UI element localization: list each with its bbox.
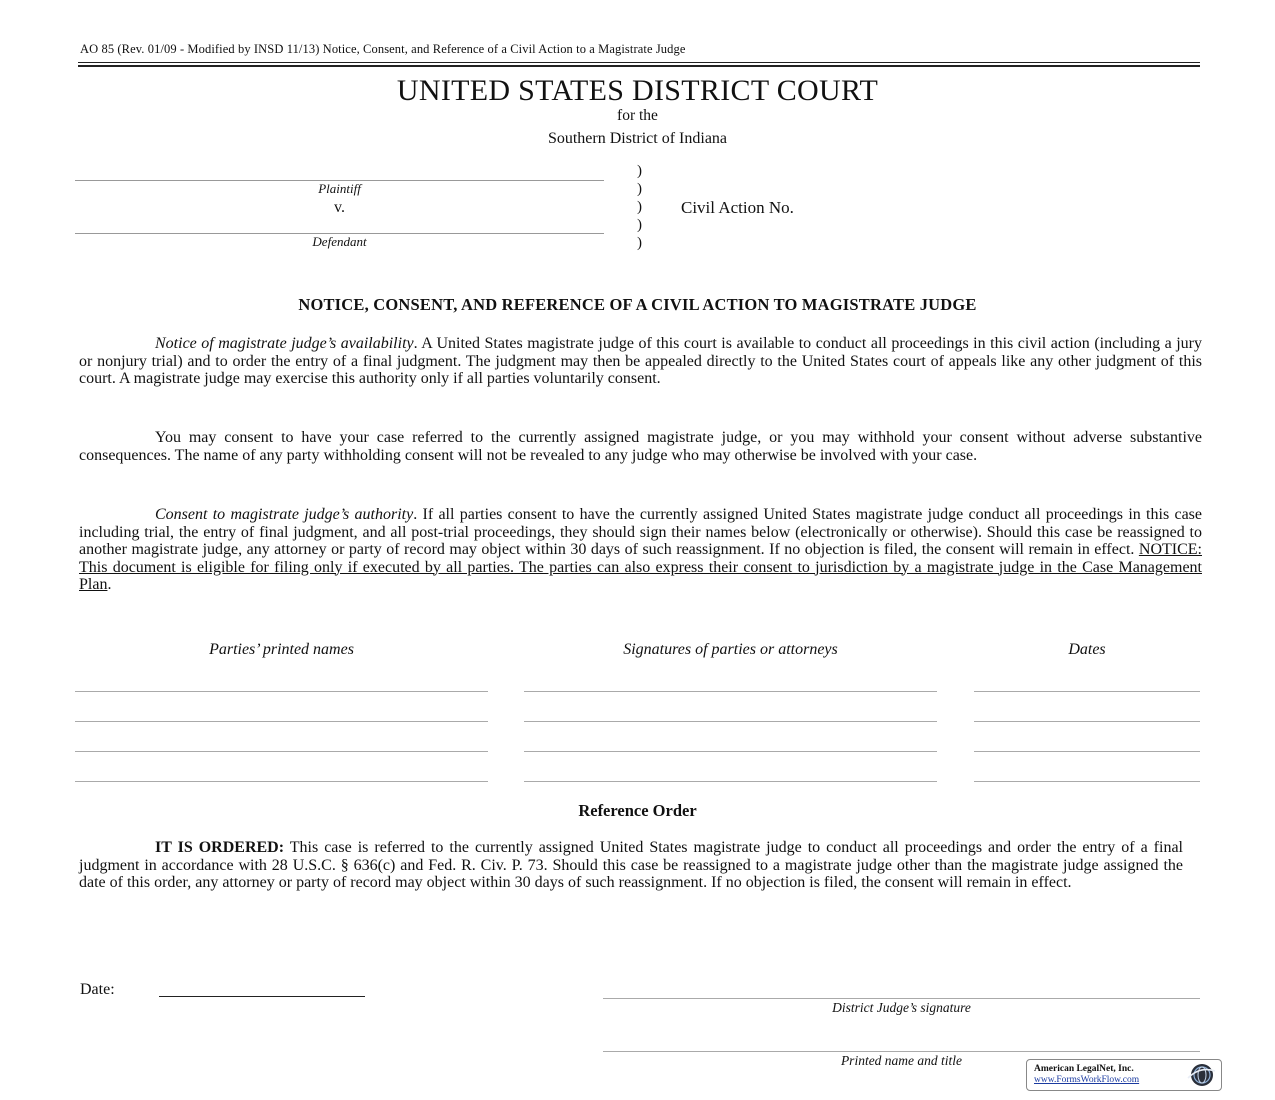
order-date-field[interactable] — [159, 996, 365, 997]
printed-name-title-line[interactable] — [603, 1051, 1200, 1052]
printed-name-line[interactable] — [75, 781, 488, 782]
reference-order-title: Reference Order — [578, 801, 697, 820]
column-header-printed-names: Parties’ printed names — [209, 641, 354, 658]
civil-action-label: Civil Action No. — [681, 198, 794, 217]
date-line[interactable] — [974, 751, 1200, 752]
date-line[interactable] — [974, 721, 1200, 722]
printed-name-line[interactable] — [75, 721, 488, 722]
notice-title: NOTICE, CONSENT, AND REFERENCE OF A CIVIL ACTION TO MAGISTRATE JUDGE — [298, 295, 977, 314]
caption-paren: ) — [637, 199, 642, 215]
versus-text: v. — [334, 199, 345, 216]
printed-name-line[interactable] — [75, 691, 488, 692]
column-header-signatures: Signatures of parties or attorneys — [623, 641, 838, 658]
column-header-dates: Dates — [1068, 641, 1106, 658]
publisher-name: American LegalNet, Inc. — [1034, 1064, 1134, 1074]
consent-option-paragraph: You may consent to have your case referred to the currently assigned magistrate judge, or you may withhold your consent without adverse substantive consequences. The name of any party withholding consent will not be revealed to any judge who may otherwise be involved with your case. — [79, 429, 1202, 464]
signature-line[interactable] — [524, 751, 937, 752]
form-identifier: AO 85 (Rev. 01/09 - Modified by INSD 11/13) Notice, Consent, and Reference of a Civil Action to a Magistrate Judge — [80, 42, 686, 56]
printed-name-line[interactable] — [75, 751, 488, 752]
publisher-url-link[interactable]: www.FormsWorkFlow.com — [1034, 1075, 1140, 1085]
header-rule-thick — [78, 65, 1200, 67]
consent-authority-paragraph: Consent to magistrate judge’s authority. If all parties consent to have the currently assigned United States magistrate judge conduct all proceedings in this case including trial, the entry of final judgment, and all post-trial proceedings, they should sign their names below (electronically or otherwise). Should this case be reassigned to another magistrate judge, any attorney or party of record may object within 30 days of such reassignment. If no objection is filed, the consent will remain in effect. NOTICE: This document is eligible for filing only if executed by all parties. The parties can also express their consent to jurisdiction by a magistrate judge in the Case Management Plan. — [79, 506, 1202, 593]
defendant-label: Defendant — [312, 234, 367, 249]
for-the-text: for the — [617, 107, 658, 124]
plaintiff-label: Plaintiff — [318, 181, 361, 196]
date-line[interactable] — [974, 781, 1200, 782]
order-date-label: Date: — [80, 981, 115, 998]
signature-line[interactable] — [524, 721, 937, 722]
globe-icon — [1184, 1062, 1218, 1088]
court-title: UNITED STATES DISTRICT COURT — [396, 74, 879, 107]
judge-signature-label: District Judge’s signature — [832, 1000, 971, 1015]
caption-paren: ) — [637, 163, 642, 179]
availability-paragraph: Notice of magistrate judge’s availability. A United States magistrate judge of this court is available to conduct all proceedings in this civil action (including a jury or nonjury trial) and to order the entry of a final judgment. The judgment may then be appealed directly to the United States court of appeals like any other judgment of this court. A magistrate judge may exercise this authority only if all parties voluntarily consent. — [79, 335, 1202, 387]
judge-signature-line[interactable] — [603, 998, 1200, 999]
signature-line[interactable] — [524, 691, 937, 692]
header-rule-thin — [78, 62, 1200, 63]
caption-paren: ) — [637, 235, 642, 251]
reference-order-paragraph: IT IS ORDERED: This case is referred to the currently assigned United States magistrate judge to conduct all proceedings and order the entry of a final judgment in accordance with 28 U.S.C. § 636(c) and Fed. R. Civ. P. 73. Should this case be reassigned to a magistrate judge other than the magistrate judge assigned the date of this order, any attorney or party of record may object within 30 days of such reassignment. If no objection is filed, the consent will remain in effect. — [79, 839, 1183, 891]
district-name: Southern District of Indiana — [547, 130, 728, 147]
date-line[interactable] — [974, 691, 1200, 692]
caption-paren: ) — [637, 217, 642, 233]
signature-line[interactable] — [524, 781, 937, 782]
printed-name-title-label: Printed name and title — [840, 1053, 963, 1068]
caption-paren: ) — [637, 181, 642, 197]
